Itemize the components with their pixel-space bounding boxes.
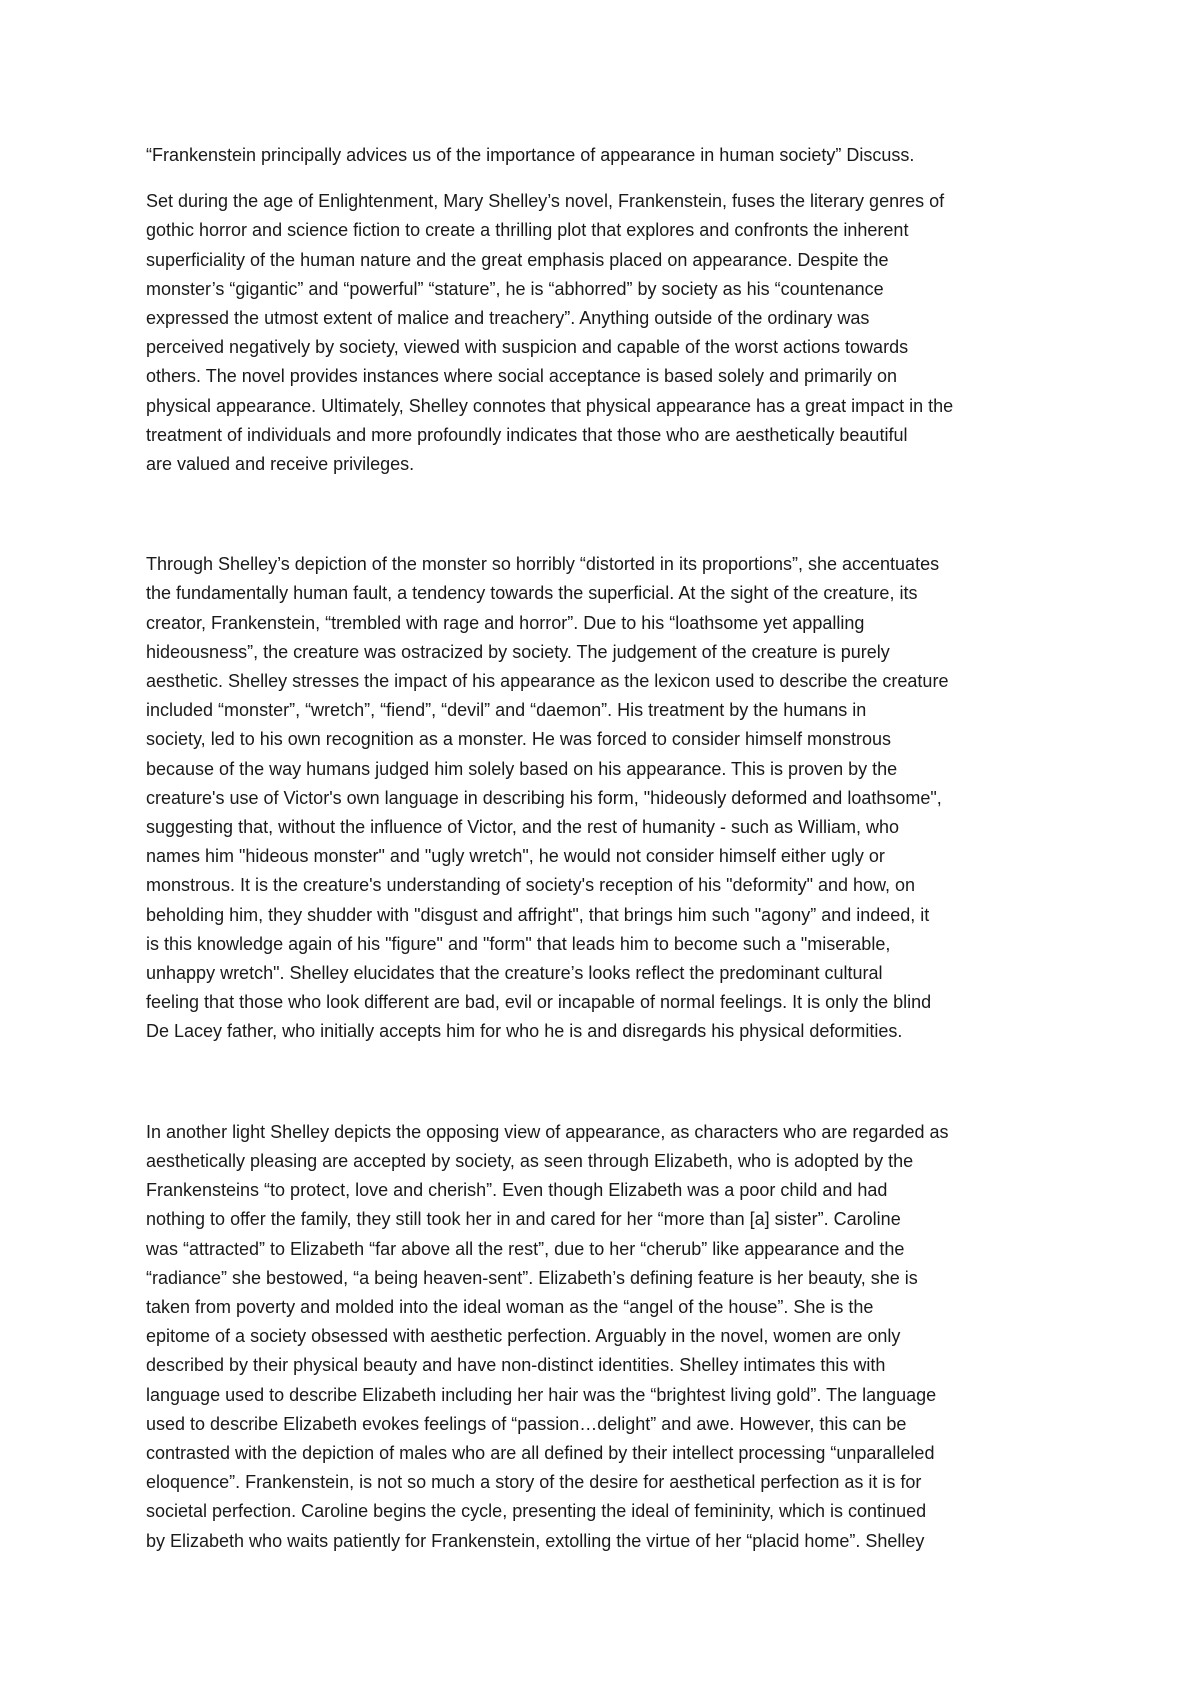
text-line: hideousness”, the creature was ostracized by society. The judgement of the creature is purely bbox=[146, 641, 890, 662]
text-line: expressed the utmost extent of malice and treachery”. Anything outside of the ordinary was bbox=[146, 308, 870, 329]
paragraph-monster-appearance bbox=[146, 550, 1066, 1046]
paragraph-elizabeth-beauty bbox=[146, 1118, 1066, 1556]
text-line: was “attracted” to Elizabeth “far above all the rest”, due to her “cherub” like appearance and the bbox=[146, 1238, 905, 1259]
text-line: suggesting that, without the influence of Victor, and the rest of humanity - such as William, who bbox=[146, 817, 900, 838]
text-line: eloquence”. Frankenstein, is not so much a story of the desire for aesthetical perfection as it is for bbox=[146, 1472, 922, 1493]
text-line: De Lacey father, who initially accepts him for who he is and disregards his physical deformities. bbox=[146, 1021, 903, 1042]
text-line: In another light Shelley depicts the opposing view of appearance, as characters who are regarded as bbox=[146, 1121, 949, 1142]
paragraph-spacer bbox=[146, 1047, 1066, 1118]
text-line: physical appearance. Ultimately, Shelley connotes that physical appearance has a great impact in the bbox=[146, 395, 954, 416]
text-line: aesthetic. Shelley stresses the impact of his appearance as the lexicon used to describe the creature bbox=[146, 671, 949, 692]
text-line: others. The novel provides instances where social acceptance is based solely and primarily on bbox=[146, 366, 898, 387]
text-line: superficiality of the human nature and the great emphasis placed on appearance. Despite the bbox=[146, 249, 889, 270]
text-line: are valued and receive privileges. bbox=[146, 454, 415, 475]
text-line: Through Shelley’s depiction of the monster so horribly “distorted in its proportions”, she accentuates bbox=[146, 554, 940, 575]
text-line: included “monster”, “wretch”, “fiend”, “devil” and “daemon”. His treatment by the humans in bbox=[146, 700, 867, 721]
text-line: used to describe Elizabeth evokes feelings of “passion…delight” and awe. However, this can be bbox=[146, 1413, 907, 1434]
text-line: described by their physical beauty and have non-distinct identities. Shelley intimates this with bbox=[146, 1355, 886, 1376]
text-line: gothic horror and science fiction to create a thrilling plot that explores and confronts the inherent bbox=[146, 220, 909, 241]
text-line: aesthetically pleasing are accepted by society, as seen through Elizabeth, who is adopted by the bbox=[146, 1150, 914, 1171]
text-line: treatment of individuals and more profoundly indicates that those who are aesthetically beautiful bbox=[146, 424, 908, 445]
text-line: nothing to offer the family, they still took her in and cared for her “more than [a] sister”. Caroline bbox=[146, 1209, 901, 1230]
text-line: beholding him, they shudder with "disgust and affright", that brings him such "agony” and indeed, it bbox=[146, 904, 930, 925]
text-line: Frankensteins “to protect, love and cherish”. Even though Elizabeth was a poor child and had bbox=[146, 1180, 888, 1201]
text-line: epitome of a society obsessed with aesthetic perfection. Arguably in the novel, women are only bbox=[146, 1326, 901, 1347]
text-line: society, led to his own recognition as a monster. He was forced to consider himself monstrous bbox=[146, 729, 892, 750]
text-line: societal perfection. Caroline begins the cycle, presenting the ideal of femininity, which is continued bbox=[146, 1501, 927, 1522]
text-line: names him "hideous monster" and "ugly wretch", he would not consider himself either ugly or bbox=[146, 846, 885, 867]
text-line: monstrous. It is the creature's understanding of society's reception of his "deformity" and how, on bbox=[146, 875, 916, 896]
text-line: Set during the age of Enlightenment, Mary Shelley’s novel, Frankenstein, fuses the literary genres of bbox=[146, 191, 945, 212]
essay-question: “Frankenstein principally advices us of the importance of appearance in human society” Discuss. bbox=[146, 145, 915, 165]
text-line: perceived negatively by society, viewed with suspicion and capable of the worst actions towards bbox=[146, 337, 909, 358]
document-body bbox=[146, 141, 1066, 1556]
text-line: feeling that those who look different are bad, evil or incapable of normal feelings. It is only the blind bbox=[146, 992, 932, 1013]
text-line: creator, Frankenstein, “trembled with rage and horror”. Due to his “loathsome yet appalling bbox=[146, 612, 865, 633]
paragraph-spacer bbox=[146, 479, 1066, 550]
paragraph-introduction bbox=[146, 187, 1066, 479]
text-line: is this knowledge again of his "figure" and "form" that leads him to become such a "miserable, bbox=[146, 933, 891, 954]
text-line: because of the way humans judged him solely based on his appearance. This is proven by the bbox=[146, 758, 898, 779]
text-line: taken from poverty and molded into the ideal woman as the “angel of the house”. She is the bbox=[146, 1296, 874, 1317]
text-line: unhappy wretch". Shelley elucidates that the creature’s looks reflect the predominant cultural bbox=[146, 963, 883, 984]
text-line: language used to describe Elizabeth including her hair was the “brightest living gold”. The language bbox=[146, 1384, 937, 1405]
text-line: by Elizabeth who waits patiently for Frankenstein, extolling the virtue of her “placid home”. Shelley bbox=[146, 1530, 925, 1551]
text-line: monster’s “gigantic” and “powerful” “stature”, he is “abhorred” by society as his “countenance bbox=[146, 278, 884, 299]
text-line: creature's use of Victor's own language in describing his form, "hideously deformed and loathsome", bbox=[146, 787, 942, 808]
text-line: the fundamentally human fault, a tendency towards the superficial. At the sight of the creature, its bbox=[146, 583, 918, 604]
text-line: contrasted with the depiction of males who are all defined by their intellect processing “unparalleled bbox=[146, 1442, 935, 1463]
text-line: “radiance” she bestowed, “a being heaven-sent”. Elizabeth’s defining feature is her beauty, she is bbox=[146, 1267, 918, 1288]
